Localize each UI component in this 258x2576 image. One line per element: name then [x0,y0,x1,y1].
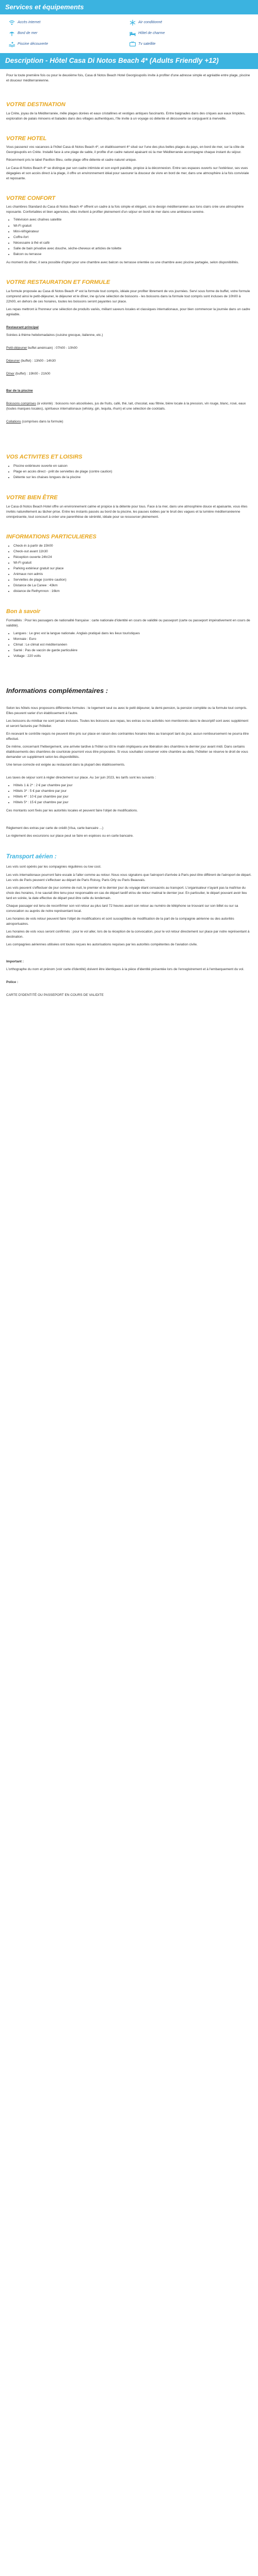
activities-heading: VOS ACTIVITES ET LOISIRS [6,454,83,461]
list-item: • Salle de bain privative avec douche, sèche-cheveux et articles de toilette [13,246,252,251]
wellbeing-text: Le Casa di Notos Beach Hotel offre un environnement calme et propice à la détente pour tous. Face à la mer, dans une atmosphère douce et apaisante, vous êtes invités naturellement au lâcher-prise. Entre les instants passés au bord de la piscine, les pauses iodées par le bruit des vagues et la lumière méditerranéenne omniprésente, tout concourt à créer une parenthèse de sérénité, idéale pour se ressourcer pleinement. [6,504,248,519]
destination-heading: VOTRE DESTINATION [6,101,66,108]
wifi-icon [8,20,15,26]
list-item: • Nécessaire à thé et café [13,241,252,246]
amenity-label: Hôtel de charme [138,31,165,35]
good-to-know-heading: Bon à savoir [6,608,41,615]
restaurant-text: Les repas mettront à l'honneur une sélection de produits variés, mêlant saveurs locales et classiques internationaux, pour bien commencer la journée dans un cadre agréable. [6,307,250,316]
tv-icon [129,41,136,48]
bar-label: Bar de la piscine [6,389,33,393]
meal-text: (buffet) : 13h00 - 14h30 [20,359,56,363]
list-item: • Wi-Fi gratuit [13,561,252,566]
restaurant-text: La formule proposée au Casa di Notos Beach 4* est la formule tout compris, idéale pour profiter librement de vos journées. Servi sous forme de buffet, votre formule comprend ainsi le petit-déjeuner, le déjeuner et le dîner, ine qu'une sélection de boissons - les boissons dans la formule tout compris sont incluses de 10h00 à 22h00, en dehors de ces horaires, toutes les boissons seront payantes sur place. [6,289,250,303]
description-banner: Description - Hôtel Casa Di Notos Beach 4* (Adults Friendly +12) [0,53,258,69]
main-restaurant-text: Soirées à thème hebdomadaires (cuisine grecque, italienne, etc.) [6,333,103,337]
transport-text: Les horaires de vols vous seront confirmés : pour le vol aller, lors de la réception de la convocation, pour le vol retour directement sur place par notre représentant à destination. [6,930,250,939]
pool-icon [8,41,15,48]
list-item: • Coffre-fort [13,235,252,240]
hotel-text: Vous passerez vos vacances à l'hôtel Casa di Notos Beach 4*, un établissement 4* situé sur l'une des plus belles plages du pays, en bord de mer, sur la côte de Georgioupolis en Crète. Installé face à une plage de sable, il profite d'un cadre naturel apaisant où la mer Méditerranée accompagne chaque instant du séjour. [6,145,245,155]
amenity-item [8,41,129,48]
list-item: • Santé : Pas de vaccin de garde particulière [13,648,252,653]
police-text: CARTE D'IDENTITÉ OU PASSEPORT EN COURS DE VALIDITE [6,993,104,997]
amenity-label: Bord de mer [18,31,38,35]
list-item: • Serviettes de plage (contre caution) [13,578,252,583]
transport-text: Chaque passager est tenu de reconfirmer son vol retour au plus tard 72 heures avant son retour au numéro de téléphone se trouvant sur son billet ou sur sa convocation ou auprès de notre représentant local. [6,904,238,913]
snack-text: (comprises dans la formule) [21,420,63,424]
tax-intro: Les taxes de séjour sont à régler directement sur place. Au 1er juin 2023, les tarifs sont les suivants : [6,776,156,780]
transport-heading: Transport aérien : [6,853,57,860]
amenity-item [129,41,250,48]
complementary-text: Selon les hôtels nous proposons différentes formules : le logement seul ou avec le petit déjeuner, la demi-pension, la pension complète ou la formule tout compris. Elles peuvent varier d'un établissement à l'autre. [6,706,248,715]
list-item: • Wi-Fi gratuit [13,224,252,229]
transport-text: Les compagnies aériennes utilisées ont toutes reçues les autorisations requises par les autorités compétentes de l'aviation civile. [6,943,198,947]
transport-text: Les vols peuvent s'effectuer de jour comme de nuit, le premier et le dernier jour du voyage étant consacrés au transport. L'organisateur n'ayant pas la maîtrise du choix des horaires, il ne saurait être tenu pour responsable en cas de départ tardif et/ou de retour matinal le dernier jour. En particulier, le départ pouvant avoir lieu tard en soirée, la date effective de départ peut être celle du lendemain. [6,886,247,900]
services-banner: Services et équipements [0,0,258,14]
amenity-item [129,30,250,37]
payment-text: Règlement des extras par carte de crédit (Visa, carte bancaire ...) [6,826,104,830]
amenity-item [129,20,250,26]
list-item: • Mini-réfrigérateur [13,229,252,234]
amenities-grid [0,14,258,53]
drinks-line [6,401,252,412]
list-item: • Check-out avant 11h30 [13,549,252,554]
tax-list [13,783,252,805]
intro-text: Pour la toute première fois ou pour le deuxième fois, Casa di Notos Beach Hotel Georgioupolis invite à profiter d'une adresse simple et agréable entre plage, piscine et douceur méditerranéenne. [6,73,250,82]
transport-text: Les vols sont opérés par les compagnies régulières ou low cost. [6,865,102,869]
complementary-text: Les boissons du minibar ne sont jamais incluses. Toutes les boissons aux repas, les extras ou les activités non mentionnés dans le descriptif sont avec supplément et seront facturés par l'hôtelier. [6,719,249,728]
amenity-item [8,20,129,26]
meal-line [6,359,252,364]
comfort-heading: VOTRE CONFORT [6,195,56,201]
snack-line [6,419,252,425]
hotel-text: Récemment pris le label Pavillon Bleu, cette plage offre détente et cadre naturel unique. [6,158,137,162]
particulars-heading: INFORMATIONS PARTICULIERES [6,534,96,540]
list-item: • Balcon ou terrasse [13,252,252,257]
police-label: Police : [6,980,19,985]
list-item: • distance de Rethymnon : 16km [13,589,252,594]
hotel-text: Le Casa di Notos Beach 4* se distingue par son cadre intimiste et son esprit paisible, propice à la déconnexion. Entre ses espaces ouverts sur l'extérieur, ses vues dégagées et son accès direct à la plage, il offre un environnement idéal pour savourer la douceur de vivre en bord de mer, dans une atmosphère à la fois conviviale et reposante. [6,166,249,180]
good-to-know-intro: Formalités : Pour les passagers de nationalité française : carte nationale d'identité en cours de validité ou passeport (carte ou passeport impérativement en cours de validité). [6,618,250,628]
complementary-text: En recevant le contrôle requis ne peuvent être pris sur place en raison des contraintes horaires liées au transport tant du jour, aucun remboursement ne pourra être effectué. [6,732,249,741]
amenity-item [8,30,129,37]
drinks-text: (à volonté) : boissons non alcoolisées, jus de fruits, café, thé, lait, chocolat, eau filtrée, bière locale à la pression, vin rouge, blanc, rosé, eaux (toutes marques locales), spiritueux internationaux (whisky, gin, tequila, rhum) et une sélection de cocktails. [6,402,246,411]
list-item: • Distance de La Canee : 43km [13,583,252,588]
list-item: • Réception ouverte 24h/24 [13,555,252,560]
complementary-heading: Informations complémentaires : [6,687,108,695]
hotel-heading: VOTRE HOTEL [6,135,47,142]
wellbeing-heading: VOTRE BIEN ÊTRE [6,495,58,501]
drinks-label: Boissons comprises [6,402,36,406]
meal-label: Petit-déjeuner [6,346,27,350]
comfort-outro: Au moment du dîner, il sera possible d'opter pour une chambre avec balcon ou terrasse orientée ou une chambre avec piscine partagée, selon disponibilités. [6,260,239,264]
meal-line [6,346,252,351]
meal-label: Déjeuner [6,359,20,363]
list-item: • Langues : Le grec est la langue nationale. Anglais pratiqué dans les lieux touristiques [13,631,252,636]
destination-text: La Crète, joyau de la Méditerranée, mêle plages dorées et eaux cristallines et vestiges antiques fascinants. Entre baignades dans des criques aux eaux limpides, exploration de palais minoens et balades dans des villages authentiques, l'île invite à un voyage où détente et découverte se conjuguent à merveille. [6,111,246,121]
important-label: Important : [6,960,24,964]
meal-label: Dîner [6,372,14,376]
list-item: • Piscine extérieure ouverte en saison [13,464,252,469]
transport-text: Les vols internationaux pourront faire escale à l'aller comme au retour. Nous vous signalons que l'aéroport d'arrivée à Paris peut être différent de l'aéroport de départ. Les vols de Paris peuvent s'effectuer au départ de Paris Roissy, Paris Orly ou Paris Beauvais. [6,873,252,882]
list-item: • Climat : Le climat est méditerranéen [13,642,252,648]
amenity-label: Accès internet [18,20,41,24]
list-item: • Check-in à partir de 15h00 [13,544,252,549]
particulars-list [13,544,252,595]
hotel-bed-icon [129,30,136,37]
list-item: • Télévision avec chaînes satellite [13,217,252,223]
meal-text: buffet américain) : 07h00 - 10h00 [27,346,77,350]
restaurant-heading: VOTRE RESTAURATION ET FORMULE [6,279,110,285]
amenity-label: Piscine découverte [18,42,49,46]
good-to-know-list [13,631,252,659]
important-text: L'orthographe du nom et prénom (voir carte d'identité) doivent être identiques à la pièce d'identité présentée lors de l'enregistrement et à l'embarquement du vol. [6,968,245,972]
list-item: • Hôtels 5* : 15 € par chambre par jour [13,800,252,805]
list-item: • Hôtels 3* : 5 € par chambre par jour [13,789,252,794]
beach-umbrella-icon [8,30,15,37]
list-item: • Parking extérieur gratuit sur place [13,566,252,571]
list-item: • Hôtels 1 & 2* : 2 € par chambre par jour [13,783,252,788]
comfort-list [13,217,252,257]
tax-outro: Ces montants sont fixés par les autorités locales et peuvent faire l'objet de modifications. [6,809,138,813]
list-item: • Voltage : 220 volts [13,654,252,659]
comfort-intro: Les chambres Standard du Casa di Notos Beach 4* offrent un cadre à la fois simple et élégant, où le design méditerranéen aux tons clairs crée une atmosphère reposante. Confortables et bien agencées, elles invitent à profiter pleinement d'un séjour en bord de mer dans une ambiance sereine. [6,205,244,214]
snack-label: Collations [6,420,21,424]
amenity-label: Air conditionné [138,20,163,24]
activities-list [13,464,252,480]
payment-text: Le règlement des excursions sur place peut se faire en espèces ou en carte bancaire. [6,834,134,838]
list-item: • Détente sur les chaises longues de la piscine [13,475,252,480]
transport-text: Les horaires de vols retour peuvent faire l'objet de modifications et sont susceptibles de modification de la part de la compagnie aérienne ou des autorités aéroportuaires. [6,917,234,926]
complementary-text: Une tenue correcte est exigée au restaurant dans la plupart des établissements. [6,763,125,767]
list-item: • Plage en accès direct - prêt de serviettes de plage (contre caution) [13,469,252,474]
list-item: • Monnaie : Euro [13,637,252,642]
main-restaurant-label: Restaurant principal [6,325,39,329]
description-content [0,69,258,1011]
amenity-label: Tv satellite [138,42,156,46]
meal-text: (buffet) : 19h00 - 21h00 [14,372,51,376]
snowflake-icon [129,20,136,26]
meal-line [6,371,252,377]
list-item: • Animaux non admis [13,572,252,577]
list-item: • Hôtels 4* : 10 € par chambre par jour [13,794,252,800]
complementary-text: De même, concernant l'hébergement, une arrivée tardive à l'hôtel ou tôt le matin impliquera une libération des chambres le dernier jour avant midi. Dans certains établissements des chambres de courtoisie pourront vous être proposées. Si vous souhaitez conserver votre chambre au-delà, l'hôtelier se réserve le droit de vous demander un supplément selon les disponibilités. [6,744,248,759]
